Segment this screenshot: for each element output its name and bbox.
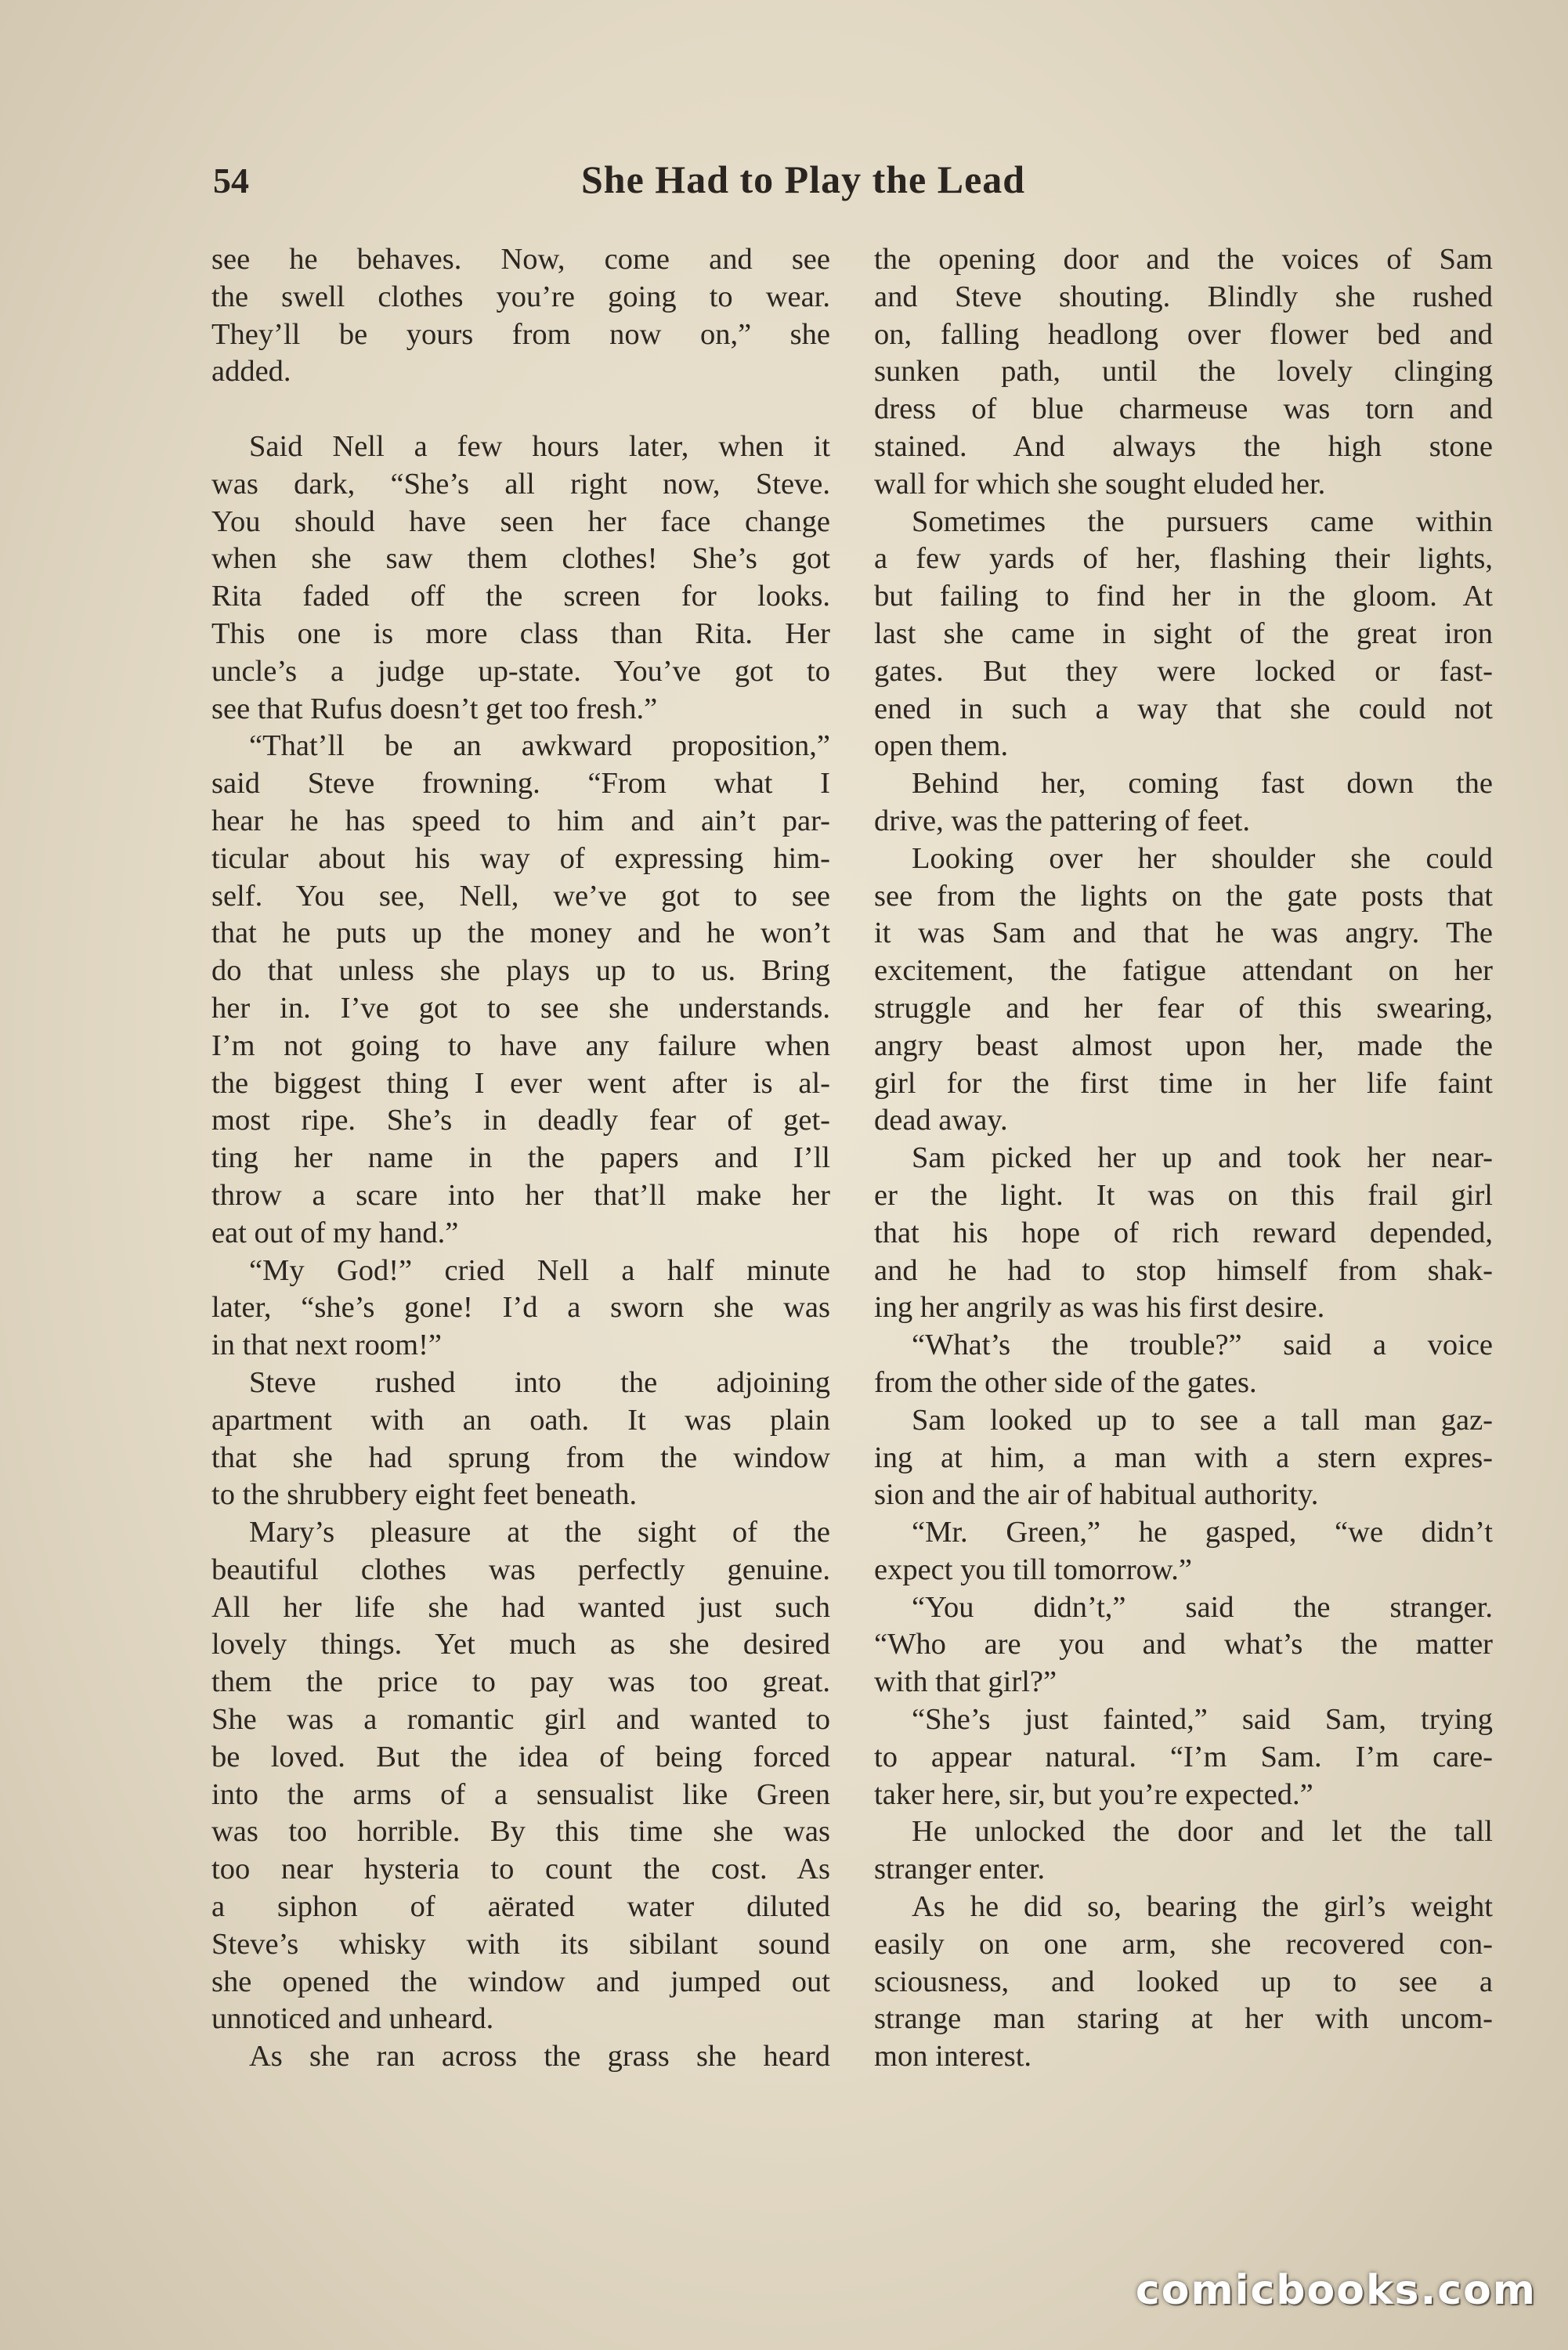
text-line: it was Sam and that he was angry. The — [874, 916, 1493, 950]
text-line: You should have seen her face change — [211, 504, 830, 538]
page-number: 54 — [213, 161, 249, 201]
text-line: uncle’s a judge up-state. You’ve got to — [211, 654, 830, 688]
text-line: “That’ll be an awkward proposition,” — [249, 729, 830, 763]
text-line: ting her name in the papers and I’ll — [211, 1141, 830, 1175]
text-line: excitement, the fatigue attendant on her — [874, 954, 1493, 988]
text-line: said Steve frowning. “From what I — [211, 767, 830, 801]
text-line: on, falling headlong over flower bed and — [874, 317, 1493, 351]
text-line: ticular about his way of expressing him- — [211, 841, 830, 875]
text-line: As she ran across the grass she heard — [249, 2040, 830, 2073]
text-line: her in. I’ve got to see she understands. — [211, 991, 830, 1025]
text-line: struggle and her fear of this swearing, — [874, 991, 1493, 1025]
text-line: when she saw them clothes! She’s got — [211, 542, 830, 576]
left-text-column — [211, 241, 830, 2076]
text-line: ened in such a way that she could not — [874, 692, 1493, 725]
text-line: them the price to pay was too great. — [211, 1665, 830, 1699]
text-line: in that next room!” — [211, 1329, 443, 1362]
text-line: strange man staring at her with uncom- — [874, 2002, 1493, 2036]
text-line: a few yards of her, flashing their lights, — [874, 542, 1493, 576]
text-line: Said Nell a few hours later, when it — [249, 429, 830, 463]
text-line: Behind her, coming fast down the — [912, 767, 1493, 801]
page-header — [213, 157, 1357, 212]
text-line: mon interest. — [874, 2040, 1032, 2073]
text-line: I’m not going to have any failure when — [211, 1029, 830, 1062]
text-line: later, “she’s gone! I’d a sworn she was — [211, 1291, 830, 1325]
text-line: see from the lights on the gate posts that — [874, 879, 1493, 913]
paragraph-gap — [211, 391, 830, 428]
text-line: “You didn’t,” said the stranger. — [912, 1590, 1493, 1624]
text-line: was too horrible. By this time she was — [211, 1815, 830, 1849]
text-line: sion and the air of habitual authority. — [874, 1478, 1319, 1512]
text-line: stained. And always the high stone — [874, 429, 1493, 463]
text-line: the biggest thing I ever went after is al- — [211, 1066, 830, 1100]
text-line: They’ll be yours from now on,” she — [211, 317, 830, 351]
text-line: dead away. — [874, 1104, 1008, 1137]
text-line: be loved. But the idea of being forced — [211, 1740, 830, 1773]
text-line: see he behaves. Now, come and see — [211, 243, 830, 276]
text-line: added. — [211, 355, 291, 389]
text-line: All her life she had wanted just such — [211, 1590, 830, 1624]
text-line: and Steve shouting. Blindly she rushed — [874, 280, 1493, 313]
text-line: Steve’s whisky with its sibilant sound — [211, 1927, 830, 1961]
text-line: ing at him, a man with a stern expres- — [874, 1441, 1493, 1474]
text-line: Mary’s pleasure at the sight of the — [249, 1516, 830, 1549]
text-line: She was a romantic girl and wanted to — [211, 1703, 830, 1737]
text-line: into the arms of a sensualist like Green — [211, 1777, 830, 1811]
text-line: last she came in sight of the great iron — [874, 616, 1493, 650]
text-line: Sometimes the pursuers came within — [912, 504, 1493, 538]
text-line: a siphon of aërated water diluted — [211, 1890, 830, 1924]
text-line: Steve rushed into the adjoining — [249, 1365, 830, 1399]
text-line: stranger enter. — [874, 1853, 1046, 1886]
text-line: er the light. It was on this frail girl — [874, 1178, 1493, 1212]
text-line: throw a scare into her that’ll make her — [211, 1178, 830, 1212]
text-line: too near hysteria to count the cost. As — [211, 1853, 830, 1886]
text-line: angry beast almost upon her, made the — [874, 1029, 1493, 1062]
text-line: eat out of my hand.” — [211, 1216, 459, 1249]
text-line: from the other side of the gates. — [874, 1365, 1257, 1399]
running-title: She Had to Play the Lead — [581, 157, 1026, 201]
text-line: the opening door and the voices of Sam — [874, 243, 1493, 276]
right-text-column — [874, 241, 1493, 2076]
text-line: easily on one arm, she recovered con- — [874, 1927, 1493, 1961]
text-line: with that girl?” — [874, 1665, 1057, 1699]
text-line: was dark, “She’s all right now, Steve. — [211, 467, 830, 501]
text-line: ing her angrily as was his first desire. — [874, 1291, 1325, 1325]
text-line: drive, was the pattering of feet. — [874, 804, 1250, 837]
text-line: “Mr. Green,” he gasped, “we didn’t — [912, 1516, 1493, 1549]
text-line: This one is more class than Rita. Her — [211, 616, 830, 650]
watermark: comicbooks.com — [1135, 2267, 1537, 2314]
text-line: but failing to find her in the gloom. At — [874, 580, 1493, 613]
text-line: see that Rufus doesn’t get too fresh.” — [211, 692, 658, 725]
text-line: gates. But they were locked or fast- — [874, 654, 1493, 688]
text-line: do that unless she plays up to us. Bring — [211, 954, 830, 988]
text-line: she opened the window and jumped out — [211, 1965, 830, 1998]
text-line: As he did so, bearing the girl’s weight — [912, 1890, 1493, 1924]
text-line: hear he has speed to him and ain’t par- — [211, 804, 830, 837]
text-line: sunken path, until the lovely clinging — [874, 355, 1493, 389]
text-line: beautiful clothes was perfectly genuine. — [211, 1553, 830, 1586]
text-line: wall for which she sought eluded her. — [874, 467, 1326, 501]
text-line: Sam picked her up and took her near- — [912, 1141, 1493, 1175]
text-line: girl for the first time in her life faint — [874, 1066, 1493, 1100]
text-line: most ripe. She’s in deadly fear of get- — [211, 1104, 830, 1137]
text-line: that his hope of rich reward depended, — [874, 1216, 1493, 1249]
text-line: expect you till tomorrow.” — [874, 1553, 1192, 1586]
text-line: apartment with an oath. It was plain — [211, 1403, 830, 1437]
text-line: “Who are you and what’s the matter — [874, 1628, 1493, 1661]
text-line: self. You see, Nell, we’ve got to see — [211, 879, 830, 913]
text-line: He unlocked the door and let the tall — [912, 1815, 1493, 1849]
text-line: that he puts up the money and he won’t — [211, 916, 830, 950]
text-line: Rita faded off the screen for looks. — [211, 580, 830, 613]
text-line: sciousness, and looked up to see a — [874, 1965, 1493, 1998]
text-line: that she had sprung from the window — [211, 1441, 830, 1474]
text-line: Looking over her shoulder she could — [912, 841, 1493, 875]
text-line: taker here, sir, but you’re expected.” — [874, 1777, 1313, 1811]
text-line: dress of blue charmeuse was torn and — [874, 392, 1493, 426]
text-line: to appear natural. “I’m Sam. I’m care- — [874, 1740, 1493, 1773]
text-line: to the shrubbery eight feet beneath. — [211, 1478, 638, 1512]
text-line: the swell clothes you’re going to wear. — [211, 280, 830, 313]
text-line: Sam looked up to see a tall man gaz- — [912, 1403, 1493, 1437]
text-line: lovely things. Yet much as she desired — [211, 1628, 830, 1661]
text-line: unnoticed and unheard. — [211, 2002, 494, 2036]
text-line: “My God!” cried Nell a half minute — [249, 1253, 830, 1287]
text-line: “She’s just fainted,” said Sam, trying — [912, 1703, 1493, 1737]
text-line: open them. — [874, 729, 1009, 763]
text-line: and he had to stop himself from shak- — [874, 1253, 1493, 1287]
text-line: “What’s the trouble?” said a voice — [912, 1329, 1493, 1362]
